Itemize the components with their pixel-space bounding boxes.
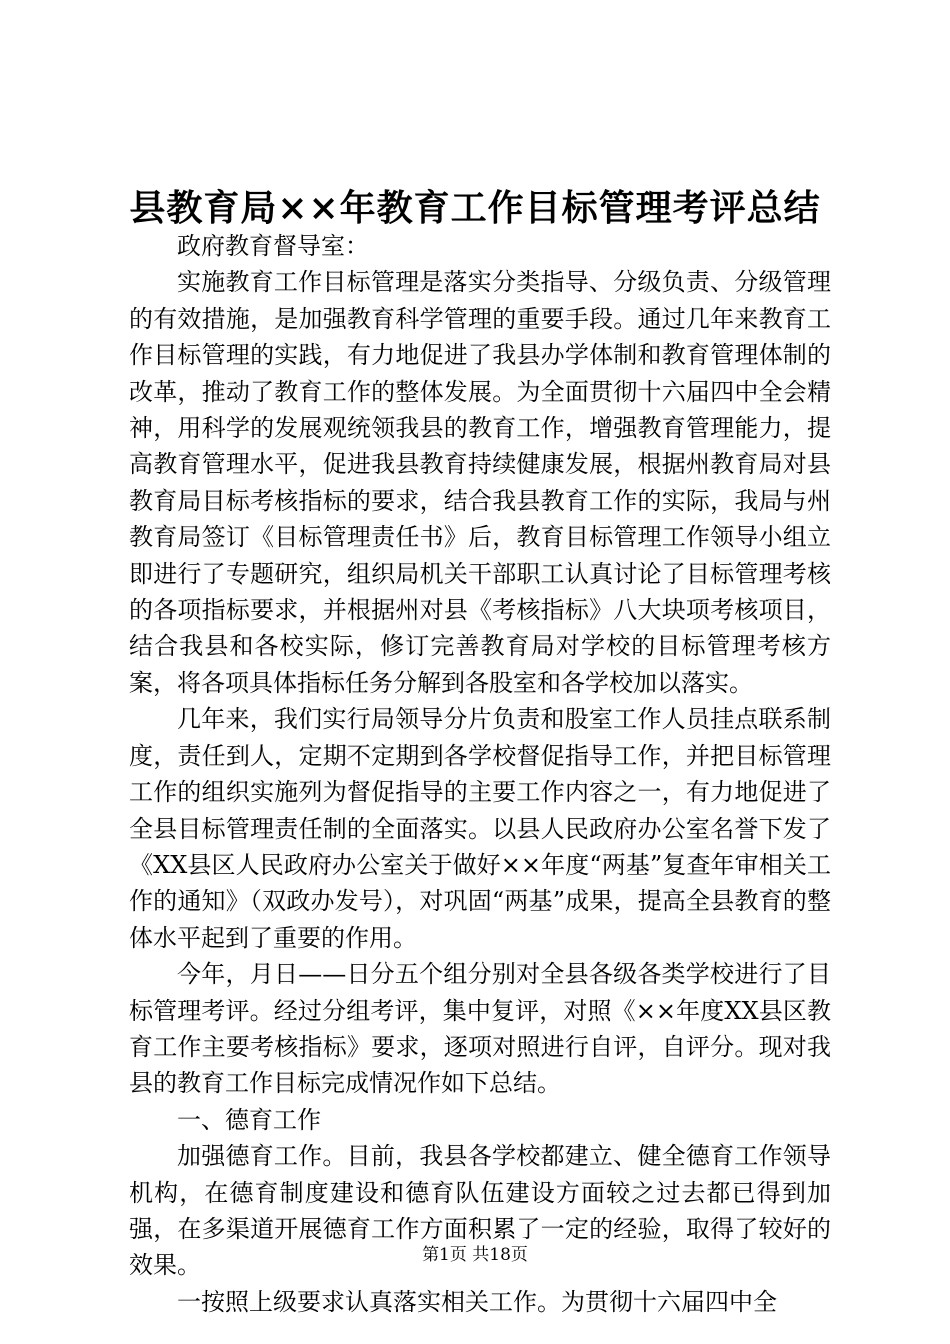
- page-footer: 第1页 共18页: [422, 1245, 528, 1265]
- salutation: 政府教育督导室：: [177, 232, 369, 260]
- paragraph: 几年来，我们实行局领导分片负责和股室工作人员挂点联系制度，责任到人，定期不定期到各学校督促指导工作，并把目标管理工作的组织实施列为督促指导的主要工作内容之一，有力地促进了全县目标管理责任制的全面落实。以县人民政府办公室名誉下发了《XX县区人民政府办公室关于做好××年度“两基”复查年审相关工作的通知》（双政办发号），对巩固“两基”成果，提高全县教育的整体水平起到了重要的作用。: [129, 705, 831, 952]
- paragraph: 加强德育工作。目前，我县各学校都建立、健全德育工作领导机构，在德育制度建设和德育队伍建设方面较之过去都已得到加强，在多渠道开展德育工作方面积累了一定的经验，取得了较好的效果。: [129, 1142, 831, 1280]
- paragraph: 今年，月日——日分五个组分别对全县各级各类学校进行了目标管理考评。经过分组考评，集中复评，对照《××年度XX县区教育工作主要考核指标》要求，逐项对照进行自评，自评分。现对我县的教育工作目标完成情况作如下总结。: [129, 960, 831, 1098]
- paragraph: 实施教育工作目标管理是落实分类指导、分级负责、分级管理的有效措施，是加强教育科学管理的重要手段。通过几年来教育工作目标管理的实践，有力地促进了我县办学体制和教育管理体制的改革，推动了教育工作的整体发展。为全面贯彻十六届四中全会精神，用科学的发展观统领我县的教育工作，增强教育管理能力，提高教育管理水平，促进我县教育持续健康发展，根据州教育局对县教育局目标考核指标的要求，结合我县教育工作的实际，我局与州教育局签订《目标管理责任书》后，教育目标管理工作领导小组立即进行了专题研究，组织局机关干部职工认真讨论了目标管理考核的各项指标要求，并根据州对县《考核指标》八大块项考核项目，结合我县和各校实际，修订完善教育局对学校的目标管理考核方案，将各项具体指标任务分解到各股室和各学校加以落实。: [129, 268, 831, 697]
- document-title: 县教育局××年教育工作目标管理考评总结: [129, 187, 821, 229]
- document-body: [129, 228, 831, 1320]
- section-heading: 一、德育工作: [177, 1105, 321, 1134]
- paragraph: 一按照上级要求认真落实相关工作。为贯彻十六届四中全: [177, 1287, 777, 1316]
